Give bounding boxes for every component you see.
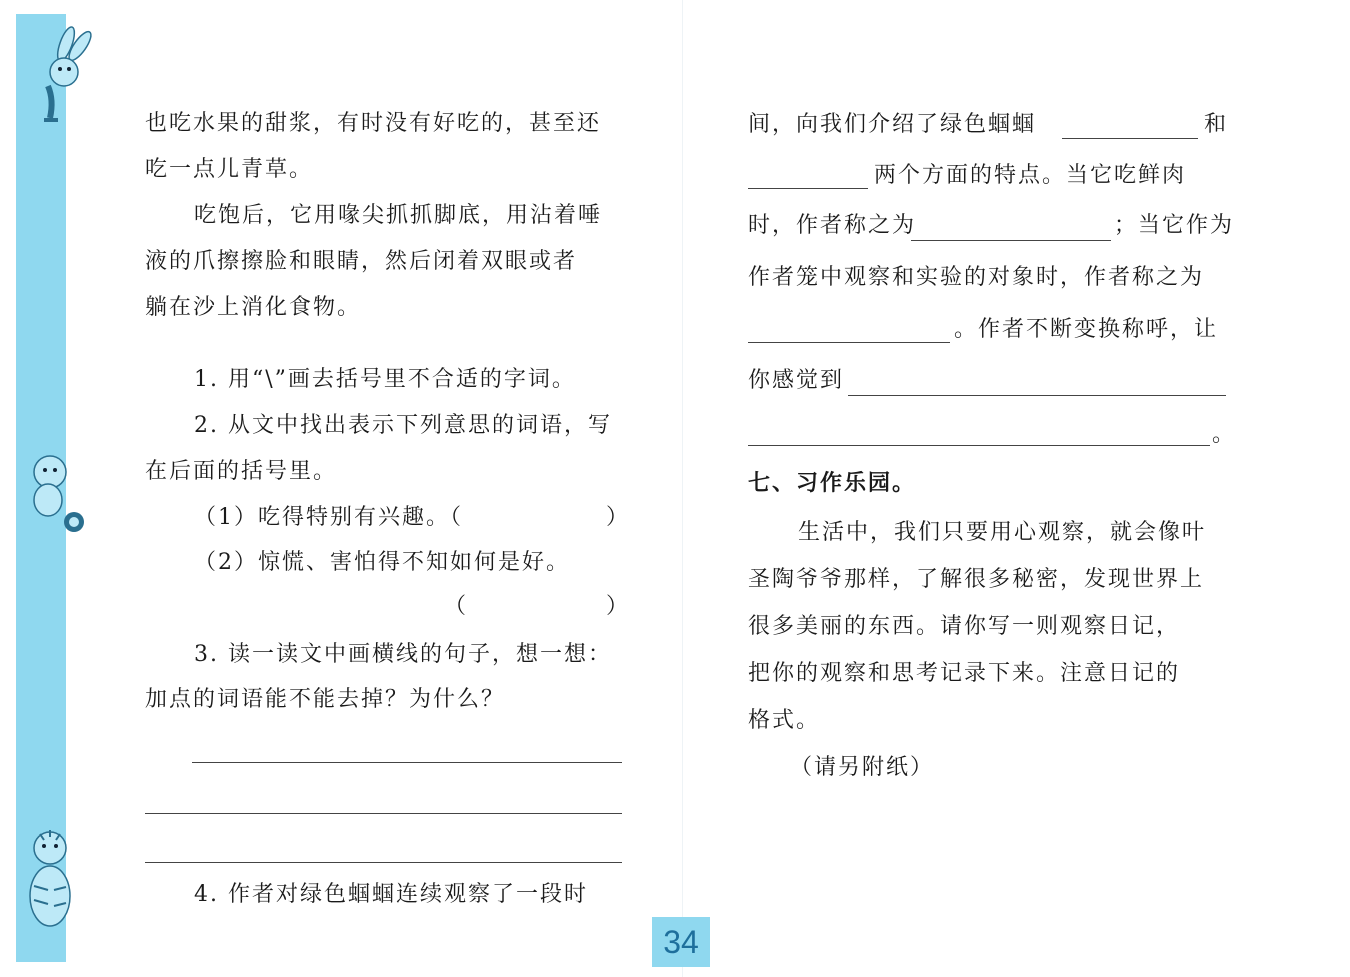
cat-icon [12,448,92,538]
left-para1-line1: 也吃水果的甜浆，有时没有好吃的，甚至还 [145,111,602,136]
question-2-line1: 2. 从文中找出表示下列意思的词语，写 [194,413,612,438]
q4-seg6: 作者笼中观察和实验的对象时，作者称之为 [748,265,1205,290]
section-7-line1: 生活中，我们只要用心观察，就会像叶 [798,520,1207,545]
q4-seg1: 间，向我们介绍了绿色蝈蝈 [748,112,1037,137]
blank-feature-2[interactable] [748,188,868,189]
section-7-line3: 很多美丽的东西。请你写一则观察日记， [748,614,1181,639]
blank-feeling-1[interactable] [848,395,1226,396]
left-para1-line2: 吃一点儿青草。 [145,157,314,182]
section-7-note: （请另附纸） [790,755,935,780]
section-7-line4: 把你的观察和思考记录下来。注意日记的 [748,661,1181,686]
question-2-item1: （1）吃得特别有兴趣。（ [194,505,463,530]
tiger-icon [14,820,84,940]
q4-seg3: 两个方面的特点。当它吃鲜肉 [874,163,1187,188]
question-4-line1: 4. 作者对绿色蝈蝈连续观察了一段时 [194,882,588,907]
item1-close-paren: ） [606,505,631,530]
q4-seg9: 。 [1212,422,1237,447]
item2-open-paren: （ [444,594,469,619]
left-para2-line2: 液的爪擦擦脸和眼睛，然后闭着双眼或者 [145,249,578,274]
blank-feeling-2[interactable] [748,445,1210,446]
q4-seg8: 你感觉到 [748,368,845,393]
left-para2-line3: 躺在沙上消化食物。 [145,295,362,320]
q4-seg5: ；当它作为 [1114,213,1235,238]
answer-line-2[interactable] [145,813,622,814]
q4-seg2: 和 [1204,112,1229,137]
blank-name-2[interactable] [748,342,950,343]
q4-seg4: 时，作者称之为 [748,213,917,238]
section-7-line5: 格式。 [748,708,821,733]
answer-line-1[interactable] [192,762,622,763]
question-3-line2: 加点的词语能不能去掉？为什么？ [145,687,506,712]
question-2-line2: 在后面的括号里。 [145,459,338,484]
blank-feature-1[interactable] [1062,138,1198,139]
item2-close-paren: ） [606,594,631,619]
answer-line-3[interactable] [145,862,622,863]
rabbit-icon [14,22,94,132]
page-spine [682,0,683,977]
q4-seg7: 。作者不断变换称呼，让 [954,317,1219,342]
left-para2-line1: 吃饱后，它用喙尖抓抓脚底，用沾着唾 [194,203,603,228]
question-3-line1: 3. 读一读文中画横线的句子，想一想： [194,642,612,667]
section-7-line2: 圣陶爷爷那样，了解很多秘密，发现世界上 [748,567,1205,592]
question-1: 1. 用“\”画去括号里不合适的字词。 [194,367,576,392]
page-number: 34 [652,917,710,967]
question-2-item2: （2）惊慌、害怕得不知如何是好。 [194,550,570,575]
blank-name-1[interactable] [911,240,1111,241]
section-7-title: 七、习作乐园。 [748,470,917,496]
